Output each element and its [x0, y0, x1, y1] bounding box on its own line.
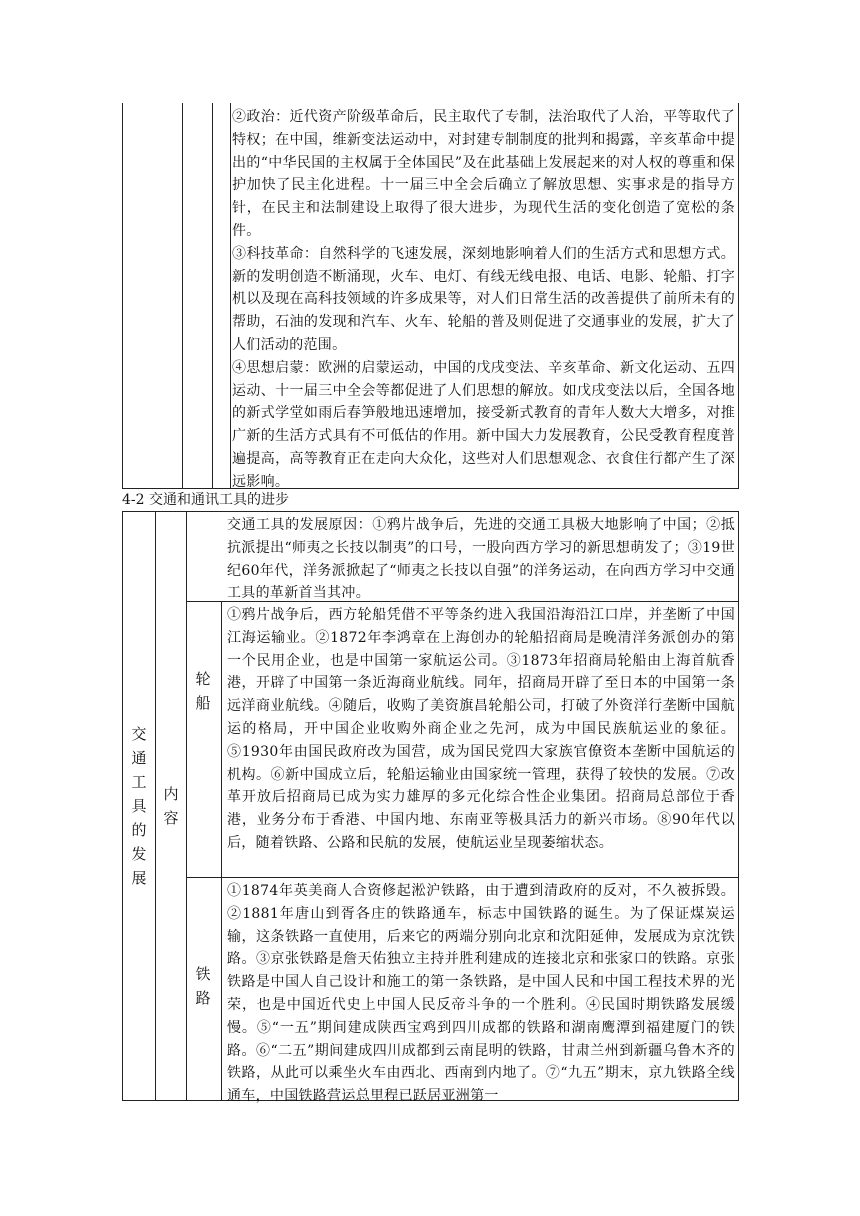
table2-col-divider-1: [155, 511, 156, 1101]
railway-label: [192, 962, 214, 1010]
table1-right-border: [738, 103, 739, 488]
railway-label-text: 铁路: [195, 965, 211, 1007]
section-title: 4-2 交通和通讯工具的进步: [122, 492, 289, 508]
transport-development-label: [128, 722, 150, 890]
table2-left-border: [122, 511, 123, 1101]
table2-top-border: [122, 511, 739, 512]
ship-label: [192, 667, 214, 715]
ship-label-text: 轮船: [195, 670, 211, 712]
table2-row-divider-2: [186, 877, 739, 878]
table2-col-divider-3: [221, 601, 222, 1101]
content-label: [160, 782, 182, 830]
politics-paragraph: ②政治：近代资产阶级革命后，民主取代了专制，法治取代了人治，平等取代了特权；在中国，维新变法运动中，对封建专制制度的批判和揭露，辛亥革命中提出的“中华民国的主权属于全体国民”及在此基础上发展起来的对人权的尊重和保护加快了民主化进程。十一届三中全会后确立了解放思想、实事求是的指导方针，在民主和法制建设上取得了很大进步，为现代生活的变化创造了宽松的条件。: [232, 109, 735, 239]
content-label-text: 内容: [163, 785, 179, 827]
table1-col-divider-1: [182, 103, 183, 488]
political-and-tech-reasons: [232, 106, 735, 494]
transport-development-text: 交通工具的发展: [131, 725, 147, 887]
table2-right-border: [738, 511, 739, 1101]
enlightenment-paragraph: ④思想启蒙：欧洲的启蒙运动，中国的戊戌变法、辛亥革命、新文化运动、五四运动、十一届三中全会等都促进了人们思想的解放。如戊戌变法以后，全国各地的新式学堂如雨后春笋般地迅速增加，接受新式教育的青年人数大大增多，对推广新的生活方式具有不可低估的作用。新中国大力发展教育，公民受教育程度普遍提高，高等教育正在走向大众化，这些对人们思想观念、衣食住行都产生了深远影响。: [232, 359, 735, 490]
ship-history: ①鸦片战争后，西方轮船凭借不平等条约进入我国沿海沿江口岸，并垄断了中国江海运输业。②1872年李鸿章在上海创办的轮船招商局是晚清洋务派创办的第一个民用企业，也是中国第一家航运公司。③1873年招商局轮船由上海首航香港，开辟了中国第一条近海商业航线。同年，招商局开辟了至日本的中国第一条远洋商业航线。④随后，收购了美资旗昌轮船公司，打破了外资洋行垄断中国航运的格局，开中国企业收购外商企业之先河，成为中国民族航运业的象征。⑤1930年由国民政府改为国营，成为国民党四大家族官僚资本垄断中国航运的机构。⑥新中国成立后，轮船运输业由国家统一管理，获得了较快的发展。⑦改革开放后招商局已成为实力雄厚的多元化综合性企业集团。招商局总部位于香港，业务分布于香港、中国内地、东南亚等极具活力的新兴市场。⑧90年代以后，随着铁路、公路和民航的发展，使航运业呈现萎缩状态。: [227, 607, 735, 851]
table1-col-divider-2: [212, 103, 213, 488]
transport-reasons: 交通工具的发展原因：①鸦片战争后，先进的交通工具极大地影响了中国；②抵抗派提出“师夷之长技以制夷”的口号，一股向西方学习的新思想萌发了；③19世纪60年代，洋务派掀起了“师夷之长技以自强”的洋务运动，在向西方学习中交通工具的革新首当其冲。: [227, 517, 735, 602]
railway-history: ①1874年英美商人合资修起淞沪铁路，由于遭到清政府的反对，不久被拆毁。②1881年唐山到胥各庄的铁路通车，标志中国铁路的诞生。为了保证煤炭运输，这条铁路一直使用，后来它的两端分别向北京和沈阳延伸，发展成为京沈铁路。③京张铁路是詹天佑独立主持并胜利建成的连接北京和张家口的铁路。京张铁路是中国人自己设计和施工的第一条铁路，是中国人民和中国工程技术界的光荣，也是中国近代史上中国人民反帝斗争的一个胜利。④民国时期铁路发展缓慢。⑤“一五”期间建成陕西宝鸡到四川成都的铁路和湖南鹰潭到福建厦门的铁路。⑥“二五”期间建成四川成都到云南昆明的铁路，甘肃兰州到新疆乌鲁木齐的铁路，从此可以乘坐火车由西北、西南到内地了。⑦“九五”期末，京九铁路全线通车，中国铁路营运总里程已跃居亚洲第一: [227, 883, 735, 1105]
table2-col-divider-2: [186, 511, 187, 1101]
tech-revolution-paragraph: ③科技革命：自然科学的飞速发展，深刻地影响着人们的生活方式和思想方式。新的发明创造不断涌现，火车、电灯、有线无线电报、电话、电影、轮船、打字机以及现在高科技领域的许多成果等，对人们日常生活的改善提供了前所未有的帮助，石油的发现和汽车、火车、轮船的普及则促进了交通事业的发展，扩大了人们活动的范围。: [232, 245, 735, 353]
table1-left-border: [122, 103, 123, 488]
table1-col-divider-3: [230, 103, 231, 488]
